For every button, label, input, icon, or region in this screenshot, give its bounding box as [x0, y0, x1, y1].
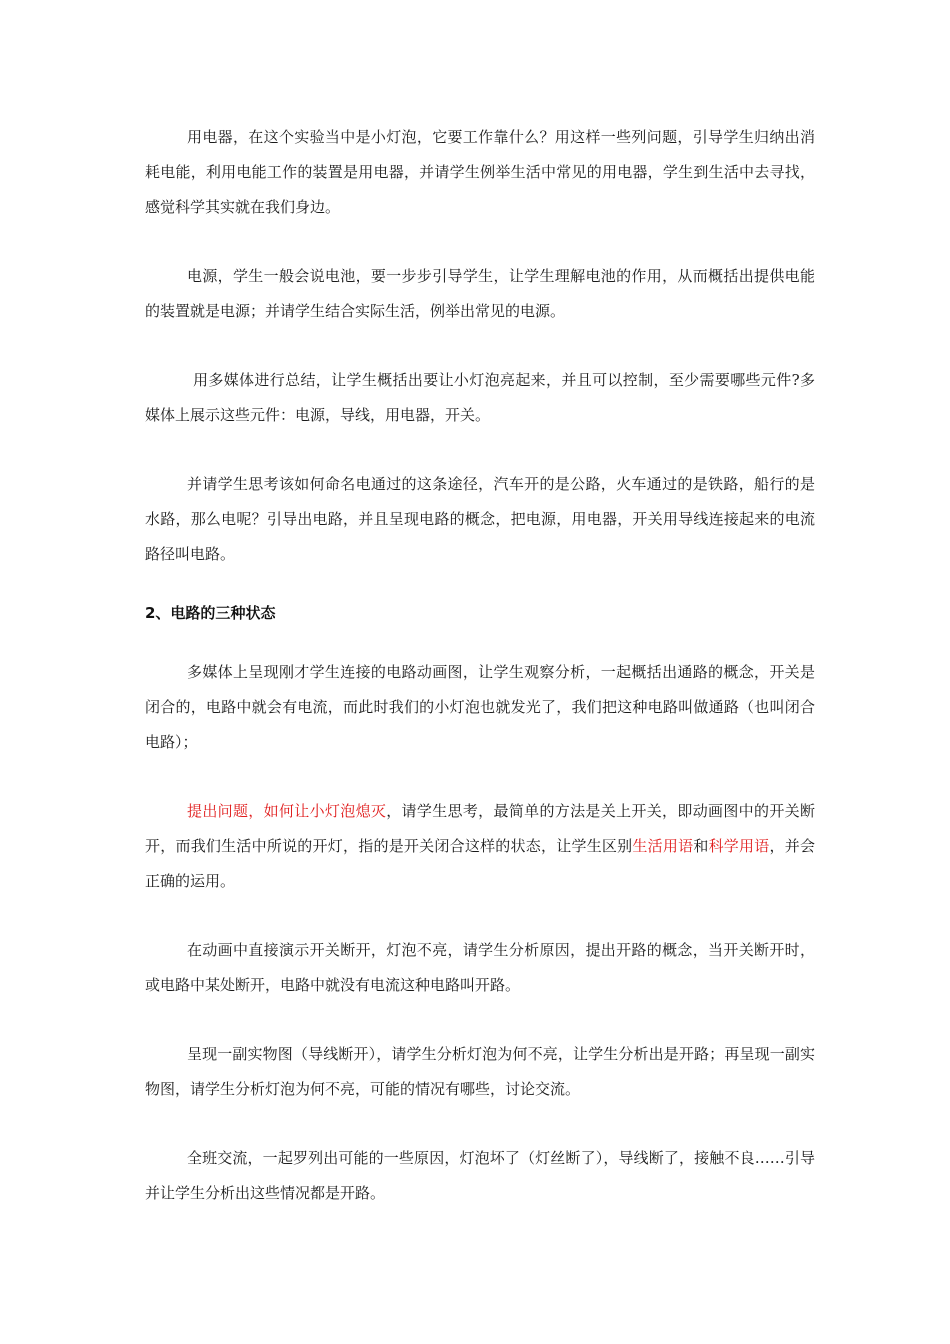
section-heading-circuit-states: 2、电路的三种状态 — [145, 604, 276, 622]
paragraph-gap — [145, 572, 815, 596]
paragraph-power-source: 电源，学生一般会说电池，要一步步引导学生，让学生理解电池的作用，从而概括出提供电能的装置就是电源；并请学生结合实际生活，例举出常见的电源。 — [145, 267, 815, 320]
paragraph-closed-circuit: 多媒体上呈现刚才学生连接的电路动画图，让学生观察分析，一起概括出通路的概念，开关是闭合的，电路中就会有电流，而此时我们的小灯泡也就发光了，我们把这种电路叫做通路（也叫闭合电路）； — [145, 663, 815, 751]
paragraph-gap — [145, 1003, 815, 1037]
paragraph-physical-diagram: 呈现一副实物图（导线断开），请学生分析灯泡为何不亮，让学生分析出是开路；再呈现一副实物图，请学生分析灯泡为何不亮，可能的情况有哪些，讨论交流。 — [145, 1045, 815, 1098]
highlight-question: 提出问题，如何让小灯泡熄灭 — [187, 802, 387, 820]
paragraph-text: ，请学生思考，最简单的方法是关上开关，即动画图中的开关断开，而我们生活中所说的开灯，指的是开关闭合这样的状态，让学生区别 — [145, 802, 815, 855]
highlight-scientific-language: 科学用语 — [708, 837, 770, 855]
paragraph-gap — [145, 1107, 815, 1141]
paragraph-class-discussion: 全班交流，一起罗列出可能的一些原因，灯泡坏了（灯丝断了），导线断了，接触不良……引导并让学生分析出这些情况都是开路。 — [145, 1149, 815, 1202]
paragraph-gap — [145, 899, 815, 933]
paragraph-text: ，并会正确的运用。 — [145, 837, 815, 890]
paragraph-gap — [145, 760, 815, 794]
paragraph-electrical-appliance: 用电器，在这个实验当中是小灯泡，它要工作靠什么？用这样一些列问题，引导学生归纳出消耗电能，利用电能工作的装置是用电器，并请学生例举生活中常见的用电器，学生到生活中去寻找，感觉科学其实就在我们身边。 — [145, 128, 815, 216]
highlight-everyday-language: 生活用语 — [632, 837, 694, 855]
paragraph-text: 和 — [693, 837, 709, 855]
document-body — [145, 120, 815, 1211]
paragraph-components-summary: 用多媒体进行总结，让学生概括出要让小灯泡亮起来，并且可以控制，至少需要哪些元件?多媒体上展示这些元件：电源，导线，用电器，开关。 — [145, 371, 815, 424]
paragraph-gap — [145, 225, 815, 259]
paragraph-question-light-off — [145, 794, 815, 899]
paragraph-gap — [145, 329, 815, 363]
paragraph-circuit-definition: 并请学生思考该如何命名电通过的这条途径，汽车开的是公路，火车通过的是铁路，船行的是水路，那么电呢？引导出电路，并且呈现电路的概念，把电源，用电器，开关用导线连接起来的电流路径叫电路。 — [145, 475, 815, 563]
paragraph-gap — [145, 631, 815, 655]
paragraph-gap — [145, 433, 815, 467]
paragraph-open-circuit: 在动画中直接演示开关断开，灯泡不亮，请学生分析原因，提出开路的概念，当开关断开时，或电路中某处断开，电路中就没有电流这种电路叫开路。 — [145, 941, 815, 994]
